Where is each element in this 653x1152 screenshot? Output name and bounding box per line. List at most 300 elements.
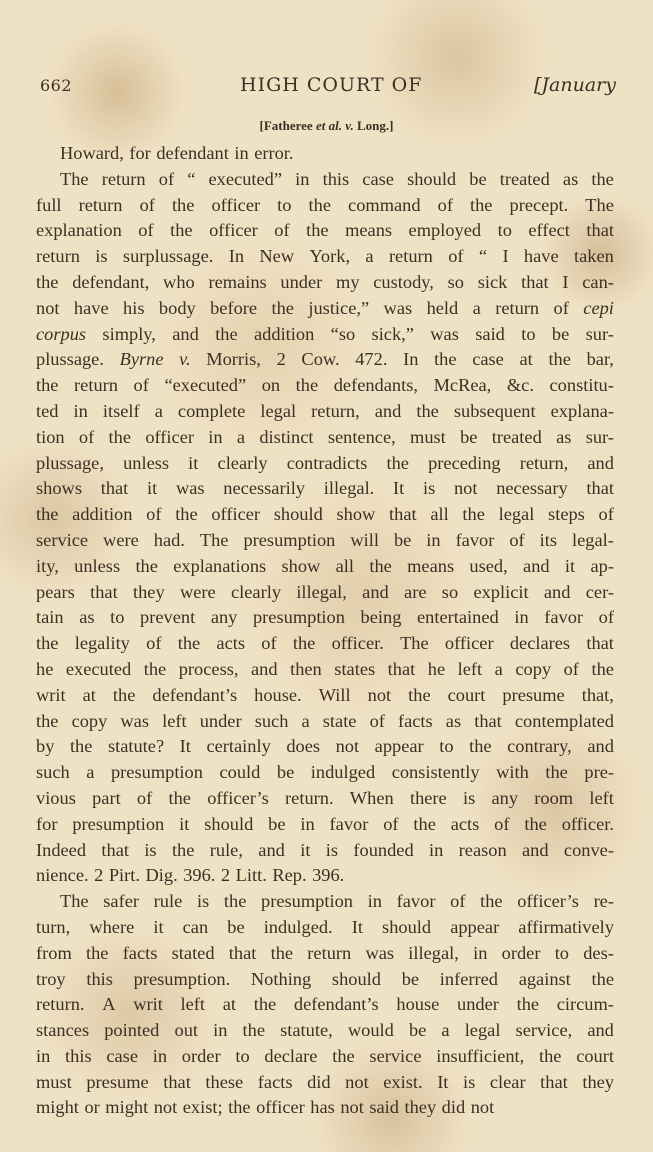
word: out (174, 1020, 199, 1041)
word: not (367, 684, 392, 705)
text-line (36, 915, 614, 941)
word: addition (254, 323, 315, 344)
word: is (95, 246, 108, 267)
word: of (146, 504, 162, 525)
word: of (158, 168, 175, 189)
word: full (36, 194, 62, 215)
word: A (102, 994, 116, 1015)
word: return (78, 194, 123, 215)
word: means (407, 555, 455, 576)
word: shows (36, 478, 82, 499)
case-caption (0, 118, 653, 134)
word: in (367, 891, 382, 912)
word: the (168, 787, 191, 808)
word: be (469, 168, 487, 189)
word: the (480, 891, 503, 912)
word: certainly (206, 736, 271, 757)
word: the (416, 400, 439, 421)
word: show (336, 504, 376, 525)
word: tain (36, 607, 64, 628)
word: 396. (183, 865, 216, 886)
word: in (426, 529, 441, 550)
word: sick (477, 271, 508, 292)
word: sur- (585, 323, 614, 344)
word: facts (257, 1071, 293, 1092)
word: remains (208, 271, 267, 292)
word: not (470, 1097, 495, 1118)
word: I (562, 271, 569, 292)
word: I (502, 246, 509, 267)
word: legal (498, 504, 535, 525)
word: the (548, 349, 571, 370)
word: not (36, 297, 60, 318)
word: “executed” (164, 375, 247, 396)
text-line (36, 580, 614, 606)
word: the (85, 942, 109, 963)
word: were (103, 529, 139, 550)
word: is (463, 1071, 476, 1092)
word: the (271, 297, 294, 318)
word: presumption (72, 813, 165, 834)
word: that (163, 1071, 191, 1092)
word: officer (209, 220, 258, 241)
word: legal (260, 400, 297, 421)
word: should (331, 968, 381, 989)
word: presumption (252, 607, 345, 628)
word: favor (455, 529, 495, 550)
text-line (36, 347, 614, 373)
word: favor (544, 607, 584, 628)
word: for (129, 143, 151, 163)
word: declares (509, 633, 571, 654)
word: from (36, 942, 72, 963)
word: the (36, 375, 59, 396)
word: des- (583, 942, 614, 963)
word: not (335, 736, 360, 757)
word: the (591, 168, 614, 189)
word: subsequent (453, 400, 536, 421)
word: he (36, 658, 54, 679)
word: the (408, 684, 431, 705)
word: said (369, 1097, 399, 1118)
word: officer (444, 633, 494, 654)
word: In (403, 349, 419, 370)
word: sur- (585, 426, 614, 447)
text-line (36, 863, 614, 889)
word: that (101, 839, 129, 860)
word: such (254, 710, 289, 731)
word: officer (256, 1097, 305, 1118)
word: that (586, 478, 614, 499)
word: to (497, 220, 512, 241)
word: that (387, 658, 416, 679)
word: Nothing (250, 968, 312, 989)
text-line (36, 1095, 614, 1121)
word: and (587, 1020, 614, 1041)
text-line (36, 838, 614, 864)
word: in (36, 1045, 51, 1066)
word: my (336, 271, 360, 292)
word: is (196, 891, 210, 912)
word: the (112, 684, 136, 705)
word: tion (36, 426, 65, 447)
page-header (40, 74, 616, 102)
word: officer’s (517, 891, 579, 912)
word: officer. (561, 813, 614, 834)
word: Rep. (272, 865, 307, 886)
word: presume (86, 1071, 149, 1092)
word: a (494, 658, 503, 679)
word: Indeed (36, 839, 87, 860)
word: of (369, 710, 385, 731)
word: show (281, 555, 321, 576)
text-line (36, 734, 614, 760)
word: of (139, 194, 155, 215)
word: against (518, 968, 571, 989)
word: facts (397, 710, 433, 731)
word: copy (71, 710, 108, 731)
word: these (205, 1071, 244, 1092)
word: unless (123, 452, 170, 473)
word: illegal. (323, 478, 375, 499)
word: to (439, 736, 454, 757)
text-line (36, 812, 614, 838)
word: be (401, 968, 420, 989)
word: that (474, 710, 502, 731)
word: should (407, 168, 457, 189)
word: or (84, 1097, 100, 1118)
word: pointed (104, 1020, 160, 1041)
word: the (591, 968, 614, 989)
word: officer (211, 194, 261, 215)
case-caption-italic: et al. v. (315, 118, 354, 133)
text-line (36, 296, 614, 322)
word: was (120, 710, 150, 731)
word: be (460, 426, 478, 447)
word: house (396, 994, 440, 1015)
word: the (295, 375, 319, 396)
word: Cow. (301, 349, 340, 370)
text-line (36, 476, 614, 502)
word: should (382, 916, 432, 937)
word: must (36, 1071, 72, 1092)
word: as (562, 168, 579, 189)
word: declare (264, 1045, 318, 1066)
word: the (413, 813, 436, 834)
word: 2 (220, 865, 231, 886)
word: Litt. (235, 865, 267, 886)
word: Byrne (119, 349, 164, 370)
word: and (587, 736, 614, 757)
word: The (60, 891, 89, 912)
word: the (516, 994, 540, 1015)
word: and (362, 581, 389, 602)
word: then (290, 658, 322, 679)
word: presume (502, 684, 565, 705)
word: at (222, 994, 237, 1015)
word: did (441, 1097, 466, 1118)
word: be (227, 916, 245, 937)
word: left (180, 994, 206, 1015)
text-line (36, 270, 614, 296)
word: as (445, 710, 462, 731)
text-line (36, 167, 614, 193)
word: have (73, 297, 109, 318)
word: at (82, 684, 96, 705)
word: of (553, 297, 569, 318)
word: the (223, 891, 247, 912)
word: the (462, 504, 485, 525)
word: all (335, 555, 355, 576)
word: and (587, 452, 614, 473)
word: explanations (173, 555, 267, 576)
word: explicit (473, 581, 529, 602)
word: legal- (572, 529, 614, 550)
text-line (36, 322, 614, 348)
word: the (36, 271, 59, 292)
text-line (36, 786, 614, 812)
word: as (556, 426, 572, 447)
word: its (539, 529, 558, 550)
word: Dig. (145, 865, 178, 886)
word: should (204, 813, 254, 834)
word: &c. (506, 375, 534, 396)
word: they (132, 581, 165, 602)
word: did (307, 1071, 331, 1092)
text-line (36, 425, 614, 451)
word: illegal, (296, 581, 347, 602)
word: The (400, 633, 429, 654)
word: that (540, 1071, 568, 1092)
word: favor (329, 813, 369, 834)
word: contrary, (507, 736, 572, 757)
word: his (123, 297, 145, 318)
word: the (524, 813, 547, 834)
word: effect (528, 220, 570, 241)
word: writ (133, 994, 163, 1015)
word: treated (499, 168, 550, 189)
word: York, (309, 246, 351, 267)
word: not (340, 1097, 364, 1118)
word: distinct (259, 426, 314, 447)
word: any (210, 607, 238, 628)
word: court (576, 1045, 614, 1066)
word: in (473, 942, 488, 963)
running-head: HIGH COURT OF (240, 74, 423, 96)
word: the (171, 839, 195, 860)
word: McRea, (433, 375, 492, 396)
word: and (543, 581, 571, 602)
word: statute, (280, 1020, 333, 1041)
word: that (228, 942, 257, 963)
word: had. (153, 529, 185, 550)
word: will (350, 529, 379, 550)
word: of (437, 194, 453, 215)
word: be (268, 813, 286, 834)
word: have (523, 246, 559, 267)
word: before (210, 297, 258, 318)
word: “ (478, 246, 488, 267)
word: the (591, 658, 614, 679)
word: Will (318, 684, 351, 705)
word: and (523, 555, 550, 576)
word: consistently (391, 762, 480, 783)
word: are (404, 581, 427, 602)
word: in (234, 143, 249, 163)
body-text (36, 141, 614, 1121)
word: sentence, (327, 426, 396, 447)
word: Pirt. (108, 865, 140, 886)
word: return (307, 942, 352, 963)
word: in (152, 1045, 168, 1066)
word: of (450, 891, 466, 912)
word: of (563, 658, 579, 679)
word: order (501, 942, 541, 963)
word: Morris, (206, 349, 261, 370)
text-line (36, 992, 614, 1018)
word: they (582, 1071, 614, 1092)
word: to (235, 1045, 250, 1066)
word: the (253, 994, 277, 1015)
word: states (334, 658, 376, 679)
word: 2 (94, 865, 104, 886)
word: and (251, 658, 278, 679)
word: the (135, 555, 158, 576)
text-line (36, 141, 614, 167)
word: under (199, 710, 242, 731)
word: defendant’s (293, 994, 379, 1015)
word: case (472, 349, 504, 370)
word: to (521, 323, 536, 344)
word: can- (582, 271, 614, 292)
word: exist; (182, 1097, 223, 1118)
word: rule (153, 891, 183, 912)
word: were (179, 581, 216, 602)
word: sick,” (371, 323, 414, 344)
word: stances (36, 1020, 90, 1041)
word: the (143, 658, 167, 679)
word: surplussage. (122, 246, 214, 267)
word: plussage. (36, 349, 104, 370)
word: all (430, 504, 449, 525)
word: part (92, 787, 121, 808)
word: explana- (550, 400, 614, 421)
word: this (65, 1045, 92, 1066)
word: presumption (110, 762, 203, 783)
text-line (36, 631, 614, 657)
word: Howard, (60, 143, 124, 163)
word: of (261, 633, 277, 654)
word: court (447, 684, 486, 705)
word: officer (145, 426, 194, 447)
text-line (36, 760, 614, 786)
word: the (308, 194, 331, 215)
word: on (261, 375, 281, 396)
word: means (345, 220, 393, 241)
word: the (108, 426, 132, 447)
word: a (154, 400, 163, 421)
word: is (325, 839, 339, 860)
word: being (360, 607, 402, 628)
word: reason (458, 839, 507, 860)
word: left (589, 787, 614, 808)
word: New (259, 246, 295, 267)
word: has (310, 1097, 335, 1118)
word: not (345, 1071, 369, 1092)
word: the (175, 504, 198, 525)
word: of (274, 220, 290, 241)
word: of (509, 529, 525, 550)
word: the (386, 452, 409, 473)
word: copy (515, 658, 552, 679)
word: taken (574, 246, 614, 267)
word: the (170, 220, 193, 241)
word: illegal, (408, 942, 459, 963)
word: defendant, (72, 271, 150, 292)
word: service, (515, 1020, 573, 1041)
word: the (215, 323, 238, 344)
word: “so (330, 323, 356, 344)
word: it (153, 916, 164, 937)
word: at (519, 349, 533, 370)
word: It (393, 478, 405, 499)
word: prevent (140, 607, 196, 628)
word: insufficient, (436, 1045, 525, 1066)
word: return, (311, 400, 360, 421)
word: to (554, 942, 569, 963)
word: they (404, 1097, 437, 1118)
word: constitu- (549, 375, 614, 396)
text-line (36, 657, 614, 683)
word: is (144, 839, 157, 860)
word: the (177, 633, 201, 654)
word: circum- (556, 994, 614, 1015)
word: that (586, 633, 614, 654)
word: that (521, 271, 549, 292)
word: of (78, 426, 95, 447)
text-line (36, 502, 614, 528)
word: the (36, 633, 59, 654)
word: that (90, 581, 118, 602)
word: of (133, 375, 149, 396)
running-date: [January (534, 74, 616, 96)
word: complete (177, 400, 246, 421)
text-line (36, 399, 614, 425)
word: left (162, 710, 187, 731)
word: ity, (36, 555, 59, 576)
word: not (453, 478, 478, 499)
text-line (36, 451, 614, 477)
word: the (228, 1097, 251, 1118)
word: statute? (107, 736, 165, 757)
word: clear (489, 1071, 526, 1092)
word: bar, (586, 349, 614, 370)
word: simply, (102, 323, 156, 344)
word: appear (450, 916, 500, 937)
word: return (36, 246, 80, 267)
text-line (36, 528, 614, 554)
word: return (101, 168, 146, 189)
word: in (514, 607, 529, 628)
word: officer’s (207, 787, 269, 808)
word: a (86, 762, 95, 783)
word: in (208, 426, 223, 447)
word: contemplated (514, 710, 614, 731)
word: this (86, 968, 113, 989)
word: in (300, 813, 315, 834)
word: be (408, 1020, 427, 1041)
word: the (434, 349, 457, 370)
